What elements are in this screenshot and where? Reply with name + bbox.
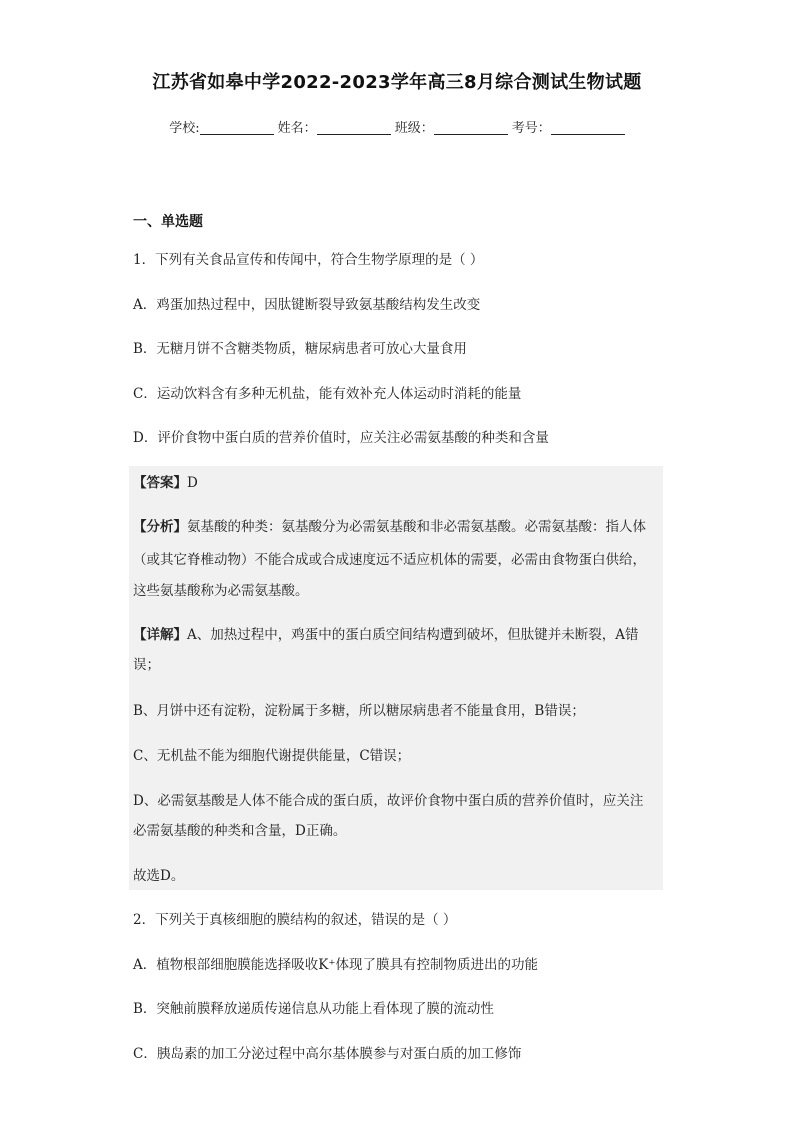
- question-1-option-c: C．运动饮料含有多种无机盐，能有效补充人体运动时消耗的能量: [133, 386, 522, 402]
- question-1-stem: 1．下列有关食品宣传和传闻中，符合生物学原理的是（ ）: [133, 252, 484, 268]
- page-title: 江苏省如皋中学2022-2023学年高三8月综合测试生物试题: [152, 72, 642, 93]
- detail-line-2: 误；: [133, 657, 160, 673]
- analysis-line-2: （或其它脊椎动物）不能合成或合成速度远不适应机体的需要，必需由食物蛋白供给，: [133, 552, 646, 568]
- student-info-line: [0, 117, 794, 136]
- question-2-option-c: C．胰岛素的加工分泌过程中高尔基体膜参与对蛋白质的加工修饰: [133, 1046, 522, 1062]
- question-2-stem: 2．下列关于真核细胞的膜结构的叙述，错误的是（ ）: [133, 912, 457, 928]
- section-title: 一、单选题: [133, 214, 203, 230]
- analysis-text-1: 氨基酸的种类：氨基酸分为必需氨基酸和非必需氨基酸。必需氨基酸：指人体: [187, 519, 646, 535]
- detail-text-1: A、加热过程中，鸡蛋中的蛋白质空间结构遭到破坏，但肽键并未断裂，A错: [187, 627, 639, 643]
- question-2-option-b: B．突触前膜释放递质传递信息从功能上看体现了膜的流动性: [133, 1001, 494, 1017]
- exam-no-label: 考号：: [511, 121, 551, 136]
- class-blank: [434, 120, 508, 135]
- name-field: [278, 117, 391, 136]
- detail-tag: 【详解】: [133, 627, 187, 643]
- detail-line-6: 必需氨基酸的种类和含量，D正确。: [133, 823, 347, 839]
- analysis-line-1: [133, 518, 646, 536]
- analysis-line-3: 这些氨基酸称为必需氨基酸。: [133, 583, 309, 599]
- school-blank: [200, 120, 274, 135]
- analysis-tag: 【分析】: [133, 519, 187, 535]
- question-1-option-d: D．评价食物中蛋白质的营养价值时，应关注必需氨基酸的种类和含量: [133, 430, 549, 446]
- exam-no-field: [512, 117, 625, 136]
- answer-tag: 【答案】: [133, 475, 187, 491]
- name-label: 姓名：: [277, 121, 317, 136]
- detail-line-7: 故选D。: [133, 868, 185, 884]
- detail-line-4: C、无机盐不能为细胞代谢提供能量，C错误；: [133, 748, 411, 764]
- detail-line-1: [133, 626, 639, 644]
- answer-value: D: [187, 475, 198, 491]
- answer-line: [133, 474, 198, 492]
- detail-line-3: B、月饼中还有淀粉，淀粉属于多糖，所以糖尿病患者不能量食用，B错误；: [133, 703, 585, 719]
- school-field: [169, 117, 273, 136]
- class-label: 班级：: [394, 121, 434, 136]
- class-field: [395, 117, 508, 136]
- question-1-option-a: A．鸡蛋加热过程中，因肽键断裂导致氨基酸结构发生改变: [133, 297, 481, 313]
- question-1-option-b: B．无糖月饼不含糖类物质，糖尿病患者可放心大量食用: [133, 341, 467, 357]
- question-2-option-a: A．植物根部细胞膜能选择吸收K⁺体现了膜具有控制物质进出的功能: [133, 957, 538, 973]
- detail-line-5: D、必需氨基酸是人体不能合成的蛋白质，故评价食物中蛋白质的营养价值时，应关注: [133, 793, 644, 809]
- exam-no-blank: [551, 120, 625, 135]
- school-label: 学校:: [169, 121, 200, 136]
- name-blank: [317, 120, 391, 135]
